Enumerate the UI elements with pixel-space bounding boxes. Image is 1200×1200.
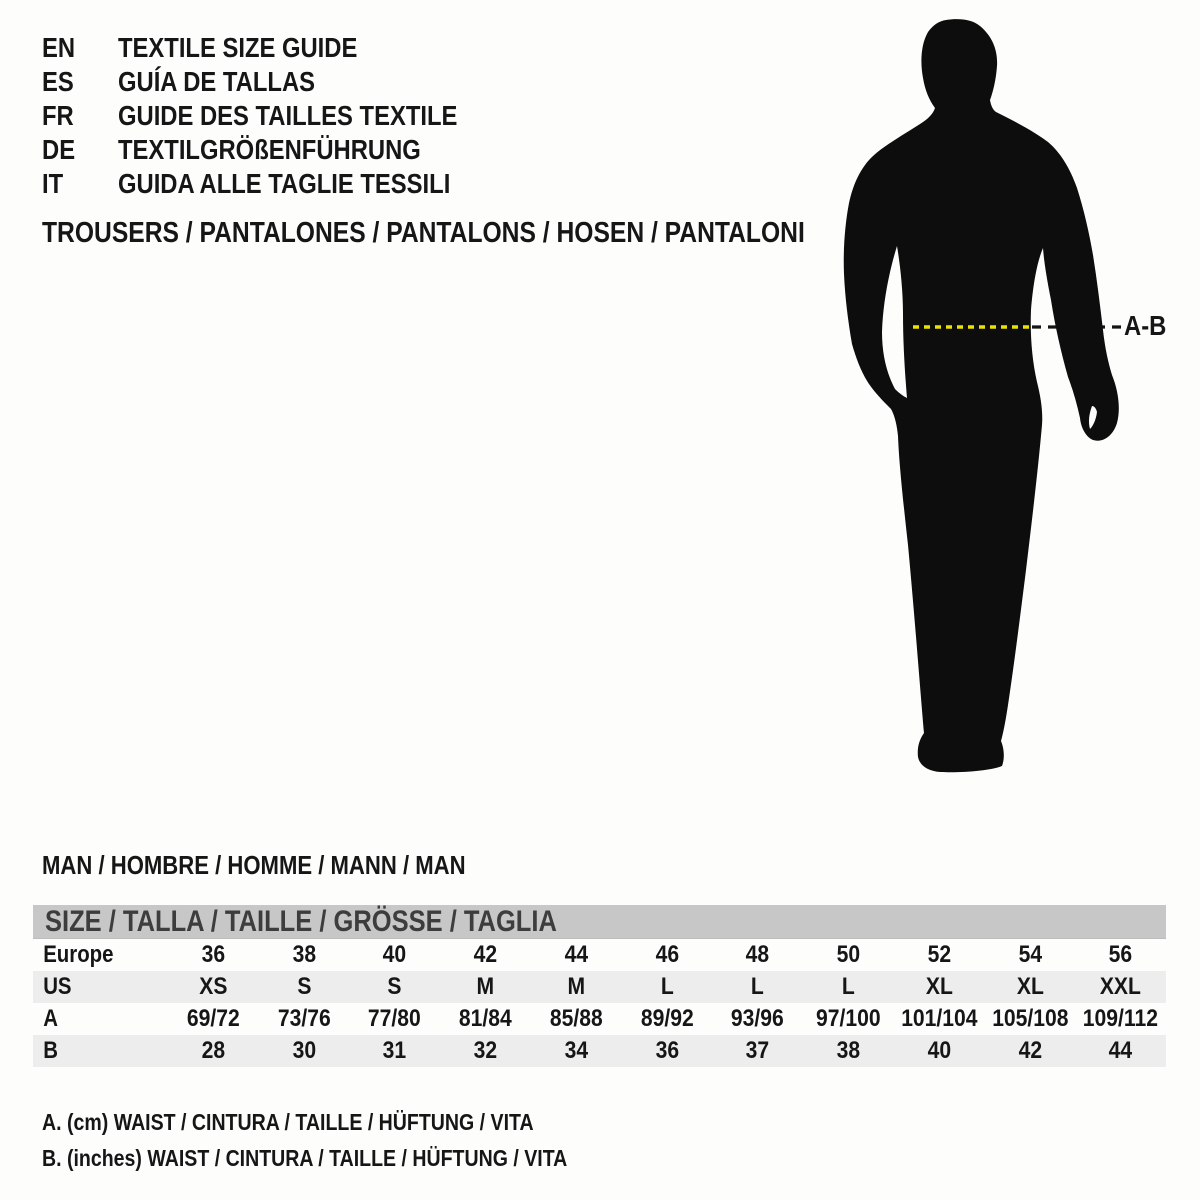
- note-a-text: A. (cm) WAIST / CINTURA / TAILLE / HÜFTUNG / VITA: [42, 1109, 534, 1135]
- size-table-row-us: [33, 971, 1166, 1003]
- size-cell: 34: [564, 1037, 589, 1064]
- size-cell: L: [842, 973, 855, 1000]
- size-table-row-a: [33, 1003, 1166, 1035]
- size-cell: L: [660, 973, 674, 1000]
- size-cell: 105/108: [991, 1005, 1069, 1032]
- row-label: US: [43, 973, 72, 1000]
- size-cell: S: [387, 973, 402, 1000]
- size-cell: 36: [201, 941, 226, 968]
- language-code: EN: [42, 32, 76, 63]
- language-title: TEXTILGRÖßENFÜHRUNG: [118, 134, 421, 165]
- size-cell: 77/80: [368, 1005, 422, 1032]
- size-cell: 93/96: [731, 1005, 785, 1032]
- language-title: GUIDA ALLE TAGLIE TESSILI: [118, 168, 451, 199]
- row-label: Europe: [43, 941, 114, 968]
- size-cell: 109/112: [1083, 1005, 1159, 1032]
- language-code: FR: [42, 100, 74, 131]
- size-table-row-europe: [33, 939, 1166, 971]
- size-cell: 85/88: [549, 1005, 603, 1032]
- size-cell: 56: [1108, 941, 1133, 968]
- size-cell: M: [476, 973, 495, 1000]
- silhouette-path: [844, 19, 1119, 772]
- size-cell: L: [751, 973, 765, 1000]
- gender-heading-text: MAN / HOMBRE / HOMME / MANN / MAN: [42, 850, 466, 880]
- size-cell: 46: [655, 941, 679, 968]
- size-cell: XL: [925, 973, 953, 1000]
- size-cell: 52: [927, 941, 951, 968]
- size-cell: 81/84: [459, 1005, 512, 1032]
- row-label: B: [43, 1037, 58, 1064]
- size-cell: 44: [564, 941, 589, 968]
- size-cell: 30: [292, 1037, 316, 1064]
- language-code: IT: [42, 168, 64, 199]
- size-cell: 38: [836, 1037, 861, 1064]
- size-cell: 97/100: [816, 1005, 881, 1032]
- note-b: [42, 1140, 660, 1176]
- size-cell: XXL: [1100, 973, 1142, 1000]
- language-code: ES: [42, 66, 74, 97]
- size-cell: XS: [199, 973, 228, 1000]
- size-cell: M: [567, 973, 586, 1000]
- language-title: GUÍA DE TALLAS: [118, 66, 316, 97]
- size-table: [33, 905, 1166, 1067]
- size-cell: 54: [1018, 941, 1042, 968]
- language-title: GUIDE DES TAILLES TEXTILE: [118, 100, 458, 131]
- size-cell: XL: [1016, 973, 1044, 1000]
- size-table-row-b: [33, 1035, 1166, 1067]
- size-cell: 69/72: [186, 1005, 240, 1032]
- size-cell: S: [297, 973, 312, 1000]
- size-cell: 44: [1108, 1037, 1133, 1064]
- size-cell: 40: [383, 941, 407, 968]
- size-cell: 37: [746, 1037, 770, 1064]
- language-code: DE: [42, 134, 76, 165]
- size-cell: 42: [1018, 1037, 1042, 1064]
- size-cell: 40: [927, 1037, 951, 1064]
- measure-notes: [42, 1104, 660, 1176]
- size-cell: 32: [473, 1037, 498, 1064]
- size-cell: 50: [836, 941, 861, 968]
- size-cell: 42: [473, 941, 498, 968]
- gender-heading: [42, 849, 540, 881]
- size-cell: 48: [746, 941, 770, 968]
- size-cell: 89/92: [640, 1005, 694, 1032]
- product-heading-text: TROUSERS / PANTALONES / PANTALONS / HOSEN / PANTALONI: [42, 217, 805, 249]
- language-title: TEXTILE SIZE GUIDE: [118, 32, 358, 63]
- size-cell: 36: [655, 1037, 679, 1064]
- size-cell: 38: [292, 941, 316, 968]
- size-cell: 28: [201, 1037, 226, 1064]
- size-table-header-label: SIZE / TALLA / TAILLE / GRÖSSE / TAGLIA: [45, 905, 557, 938]
- note-b-text: B. (inches) WAIST / CINTURA / TAILLE / HÜFTUNG / VITA: [42, 1145, 568, 1171]
- size-table-header: [33, 905, 1166, 939]
- note-a: [42, 1104, 660, 1140]
- size-cell: 101/104: [901, 1005, 978, 1032]
- size-cell: 31: [383, 1037, 407, 1064]
- measure-label: A-B: [1124, 310, 1167, 341]
- size-cell: 73/76: [277, 1005, 331, 1032]
- row-label: A: [43, 1005, 58, 1032]
